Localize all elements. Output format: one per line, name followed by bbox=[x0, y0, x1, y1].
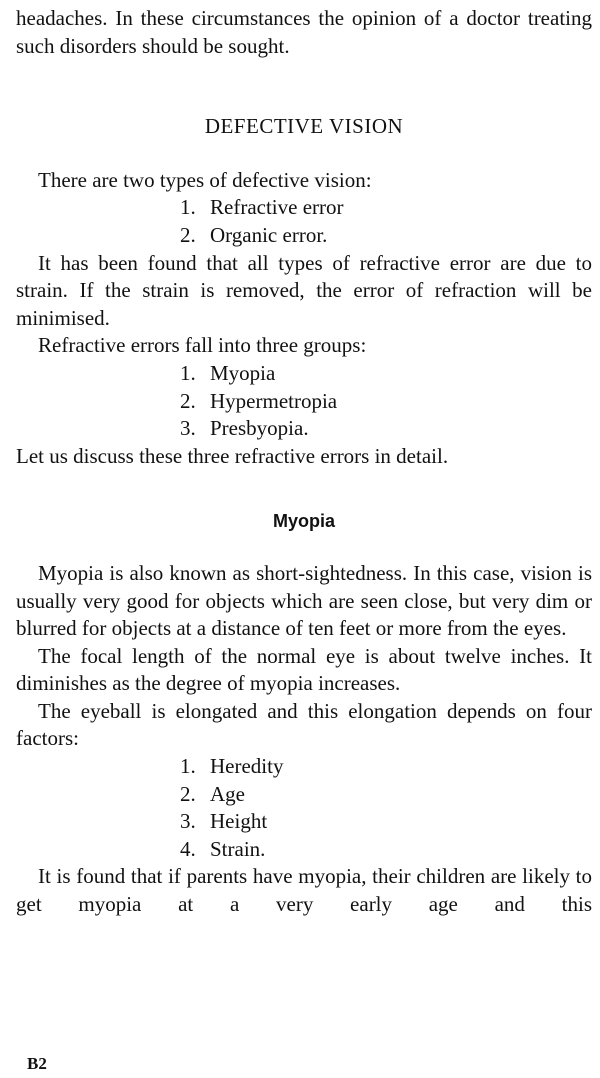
list-item bbox=[16, 836, 592, 864]
list-item-label: Presbyopia. bbox=[210, 416, 309, 441]
list-item-number: 2. bbox=[180, 781, 196, 806]
list-item-number: 3. bbox=[180, 416, 196, 441]
defective-vision-intro: There are two types of defective vision: bbox=[38, 167, 372, 192]
list-item-number: 1. bbox=[180, 195, 196, 220]
continuation-paragraph: headaches. In these circumstances the opinion of a doctor treating such disorders should be sought. bbox=[16, 6, 592, 58]
list-item-number: 1. bbox=[180, 360, 196, 385]
list-item bbox=[16, 222, 592, 250]
myopia-paragraph-1: Myopia is also known as short-sightedness. In this case, vision is usually very good for objects which are seen close, but very dim or blurred for objects at a distance of ten feet or more from the eyes. bbox=[16, 560, 592, 641]
strain-paragraph: It has been found that all types of refractive error are due to strain. If the strain is removed, the error of refraction will be minimised. bbox=[16, 250, 592, 330]
myopia-paragraph-4: It is found that if parents have myopia, their children are likely to get myopia at a very early age and this bbox=[16, 864, 592, 917]
list-item-number: 1. bbox=[180, 754, 196, 779]
section-heading-myopia: Myopia bbox=[272, 511, 335, 532]
list-item-label: Heredity bbox=[210, 754, 284, 779]
spacer bbox=[16, 60, 592, 113]
book-page bbox=[16, 5, 592, 919]
list-item-label: Hypermetropia bbox=[210, 388, 338, 413]
defective-vision-types-list bbox=[16, 194, 592, 249]
spacer bbox=[16, 470, 592, 508]
list-item bbox=[16, 781, 592, 809]
list-item bbox=[16, 194, 592, 222]
list-item-label: Strain. bbox=[210, 836, 266, 861]
list-item-label: Refractive error bbox=[210, 195, 344, 220]
list-item-number: 2. bbox=[180, 222, 196, 247]
page-number: B2 bbox=[27, 1054, 47, 1073]
list-item-number: 2. bbox=[180, 388, 196, 413]
myopia-paragraph-2: The focal length of the normal eye is about twelve inches. It diminishes as the degree of myopia increases. bbox=[16, 643, 592, 696]
list-item-label: Height bbox=[210, 809, 268, 834]
list-item bbox=[16, 753, 592, 781]
list-item-label: Organic error. bbox=[210, 222, 328, 247]
list-item bbox=[16, 360, 592, 388]
myopia-paragraph-3: The eyeball is elongated and this elongation depends on four factors: bbox=[16, 698, 592, 751]
refractive-groups-intro: Refractive errors fall into three groups: bbox=[38, 333, 367, 358]
list-item bbox=[16, 415, 592, 443]
list-item-number: 3. bbox=[180, 809, 196, 834]
section-heading-defective-vision: DEFECTIVE VISION bbox=[204, 114, 404, 139]
spacer bbox=[16, 141, 592, 167]
list-item-number: 4. bbox=[180, 836, 196, 861]
list-item-label: Myopia bbox=[210, 360, 276, 385]
list-item bbox=[16, 808, 592, 836]
list-item bbox=[16, 388, 592, 416]
list-item-label: Age bbox=[210, 781, 245, 806]
elongation-factors-list bbox=[16, 753, 592, 863]
discuss-line: Let us discuss these three refractive errors in detail. bbox=[16, 443, 449, 468]
spacer bbox=[16, 536, 592, 560]
refractive-groups-list bbox=[16, 360, 592, 443]
